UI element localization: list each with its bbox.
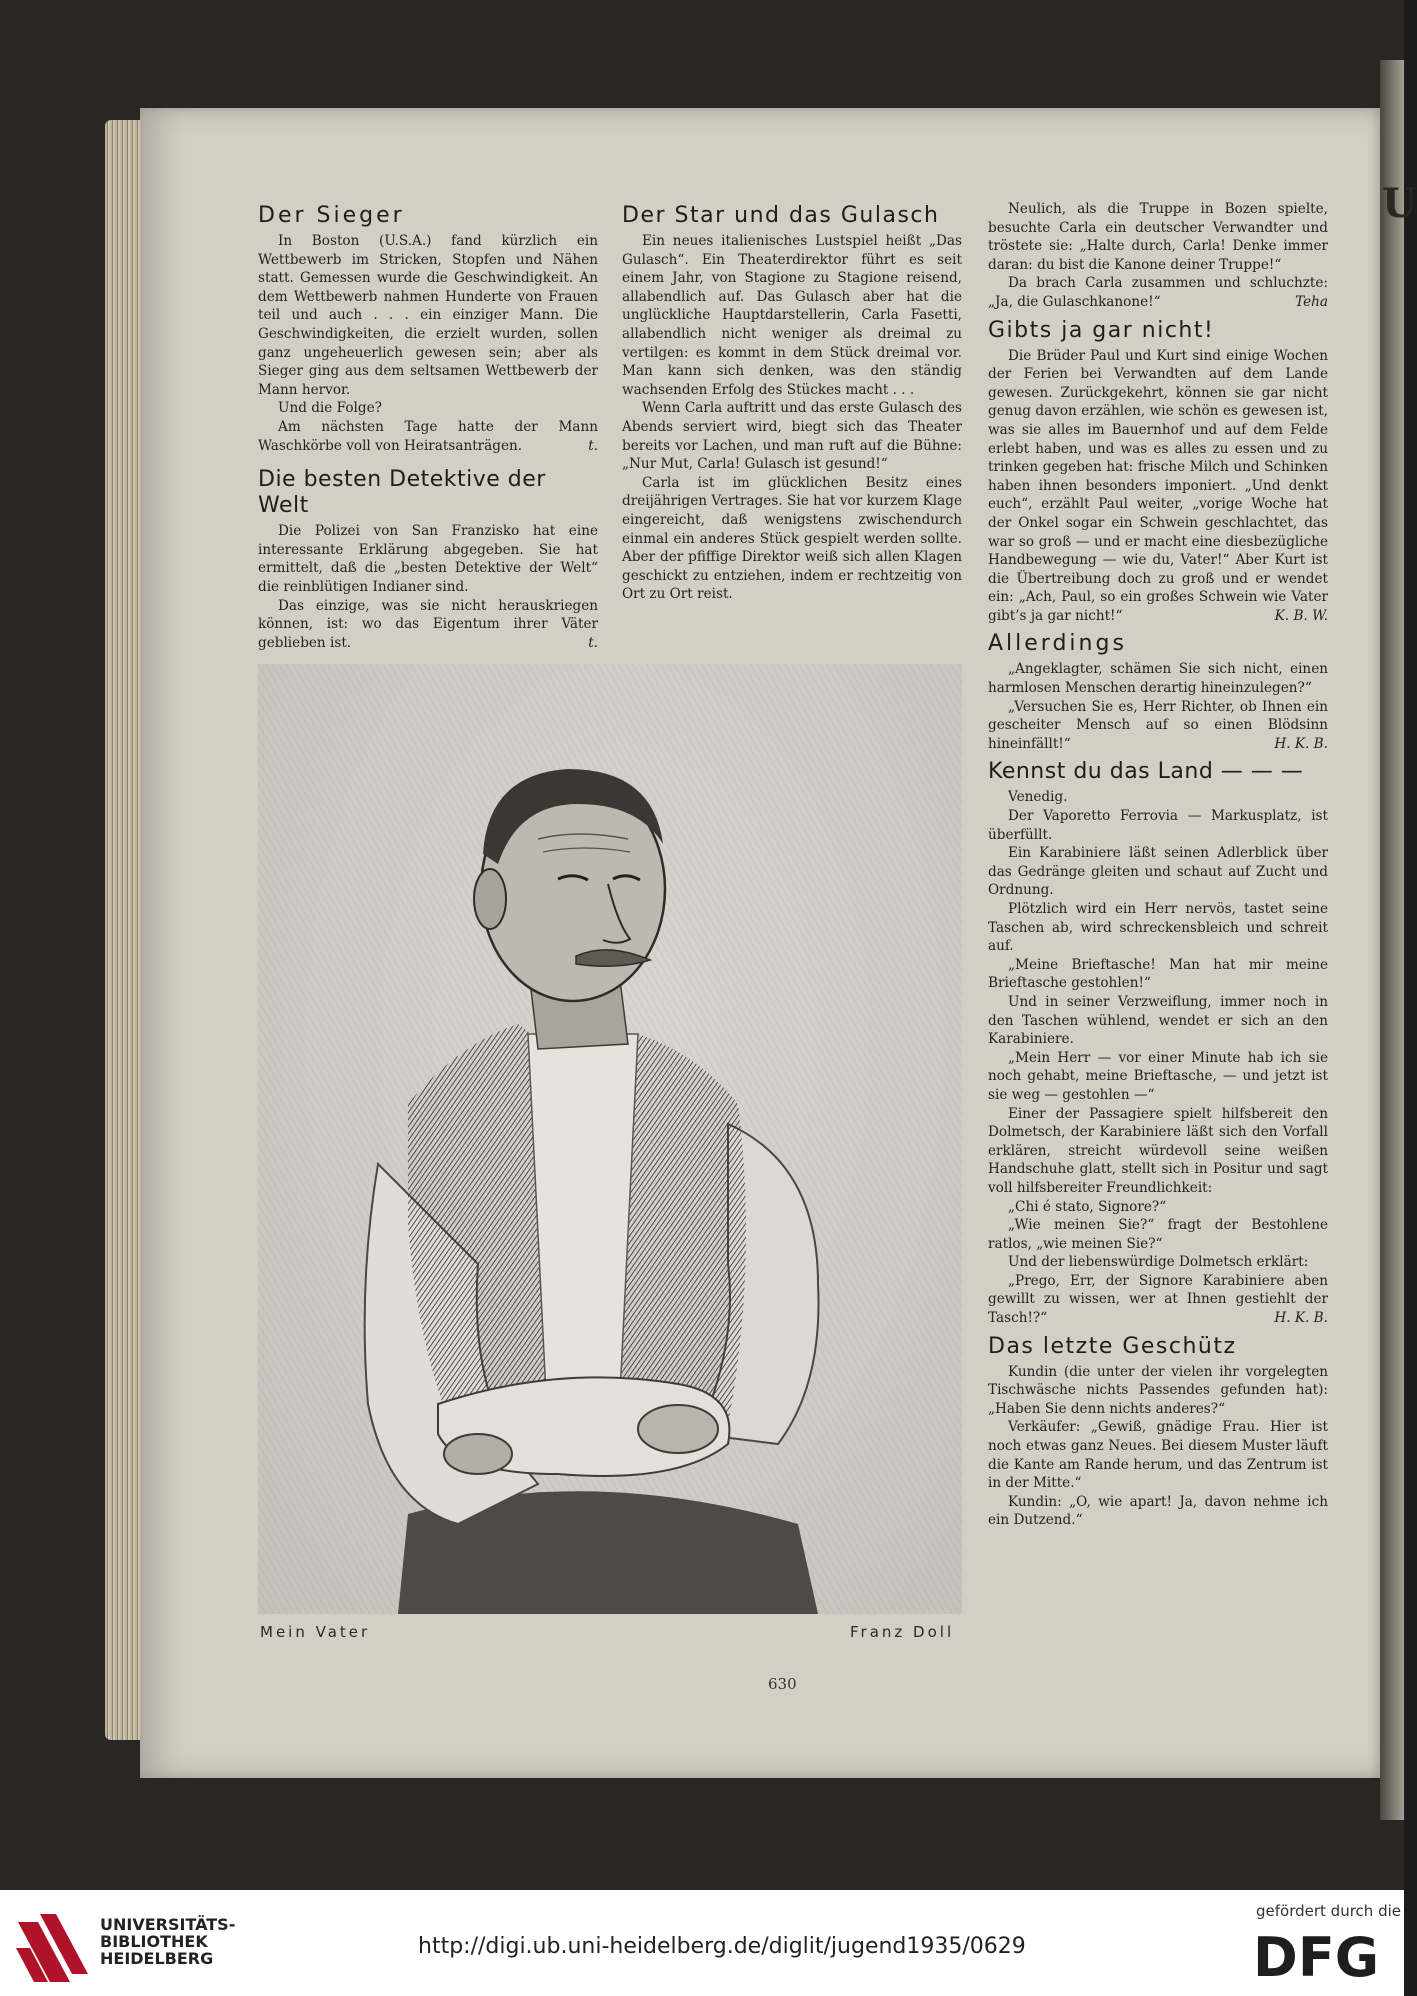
heading-letzte-geschuetz: Das letzte Geschütz: [988, 1333, 1237, 1359]
paragraph: Und in seiner Verzweiflung, immer noch in den Taschen wühlend, wendet er sich an den Karabiniere.: [988, 993, 1328, 1048]
paragraph: Die Polizei von San Franzisko hat eine interessante Erklärung abgegeben. Sie hat ermittelt, daß die „besten Detektive der Welt“ die reinblütigen Indianer sind.: [258, 523, 598, 595]
paragraph: Venedig.: [1008, 789, 1068, 806]
paragraph: „Wie meinen Sie?“ fragt der Bestohlene ratlos, „wie meinen Sie?“: [988, 1217, 1328, 1252]
paragraph-text: „Prego, Err, der Signore Karabiniere aben gewillt zu wissen, wer at Ihnen gestiehlt der Tasch!?“: [988, 1272, 1328, 1327]
heading-der-sieger: Der Sieger: [258, 203, 405, 228]
funding-note: gefördert durch die: [1256, 1902, 1401, 1920]
paragraph-text: Das einzige, was sie nicht herauskriegen können, ist: wo das Eigentum ihrer Väter geblieben ist.: [258, 597, 598, 651]
university-name-line: BIBLIOTHEK: [100, 1932, 208, 1951]
shirt-front: [528, 1034, 638, 1434]
author-signature: H. K. B.: [1274, 1310, 1328, 1327]
paragraph: [258, 597, 598, 653]
portrait-etching: [258, 664, 962, 1614]
paragraph: Wenn Carla auftritt und das erste Gulasch des Abends serviert wird, biegt sich das Theater bereits vor Lachen, und man ruft auf die Bühne: „Nur Mut, Carla! Gulasch ist gesund!“: [622, 400, 962, 473]
paragraph: Kundin: „O, wie apart! Ja, davon nehme ich ein Dutzend.“: [988, 1493, 1328, 1529]
paragraph: In Boston (U.S.A.) fand kürzlich ein Wettbewerb im Stricken, Stopfen und Nähen statt. Gemessen wurde die Geschwindigkeit. An dem Wettbewerb nahmen Hunderte von Frauen teil und auch . . . ein einziger Mann. Die Geschwindigkeiten, die erzielt wurden, sollen ganz ungeheuerlich gewesen sein; aber als Sieger ging aus dem seltsamen Wettbewerb der Mann hervor.: [258, 233, 598, 398]
column-right: [988, 200, 1328, 1530]
paragraph: Verkäufer: „Gewiß, gnädige Frau. Hier ist noch etwas ganz Neues. Bei diesem Muster läuft die Kante am Rande herum, und das Zentrum ist in der Mitte.“: [988, 1419, 1328, 1492]
paragraph: Der Vaporetto Ferrovia — Markusplatz, ist überfüllt.: [988, 808, 1328, 843]
paragraph: [988, 274, 1328, 311]
footer-bar: [0, 1890, 1404, 1996]
author-signature: H. K. B.: [1274, 735, 1328, 752]
caption-title: Mein Vater: [260, 1623, 371, 1641]
heading-gibts: Gibts ja gar nicht!: [988, 317, 1215, 343]
author-signature: Teha: [1295, 293, 1328, 310]
next-page-edge: [1380, 60, 1417, 1820]
paragraph: Neulich, als die Truppe in Bozen spielte, besuchte Carla ein deutscher Verwandter und tröstete sie: „Halte durch, Carla! Denke immer daran: du bist die Kanone deiner Truppe!“: [988, 201, 1328, 273]
university-logo-icon: [12, 1908, 92, 1988]
column-left: [258, 203, 598, 652]
portrait-illustration: [258, 664, 962, 1614]
university-name: [100, 1915, 236, 1968]
paragraph: „Chi é stato, Signore?“: [1008, 1198, 1167, 1215]
ear: [474, 869, 506, 929]
paragraph: „Angeklagter, schämen Sie sich nicht, einen harmlosen Menschen derartig hineinzulegen?“: [988, 661, 1328, 697]
dfg-logo-text: DFG: [1253, 1926, 1380, 1989]
paragraph-text: Am nächsten Tage hatte der Mann Waschkörbe voll von Heiratsanträgen.: [258, 418, 598, 454]
right-hand: [638, 1405, 718, 1453]
author-signature: t.: [588, 437, 598, 454]
paragraph-text: „Versuchen Sie es, Herr Richter, ob Ihnen ein gescheiter Mensch auf so einen Blödsinn hineinfällt!“: [988, 698, 1328, 752]
paragraph: [988, 1272, 1328, 1328]
paragraph: [988, 347, 1328, 626]
paragraph-text: Da brach Carla zusammen und schluchzte: „Ja, die Gulaschkanone!“: [988, 275, 1328, 310]
left-hand: [444, 1434, 512, 1474]
university-name-line: HEIDELBERG: [100, 1949, 214, 1968]
author-signature: t.: [588, 634, 598, 651]
paragraph: [988, 698, 1328, 754]
author-signature: K. B. W.: [1274, 607, 1328, 624]
paragraph: Einer der Passagiere spielt hilfsbereit den Dolmetsch, der Karabiniere läßt sich den Vorfall erklären, streicht würdevoll seine weißen Handschuhe glatt, stellt sich in Positur und sagt voll hilfsbereiter Freundlichkeit:: [988, 1105, 1328, 1196]
paragraph: Plötzlich wird ein Herr nervös, tastet seine Taschen ab, wird schreckensbleich und schreit auf.: [988, 901, 1328, 955]
page-number: 630: [768, 1675, 797, 1693]
paragraph: Ein neues italienisches Lustspiel heißt „Das Gulasch“. Ein Theaterdirektor führt es seit einem Jahr, von Stagione zu Stagione reisend, allabendlich auf. Das Gulasch aber hat die unglückliche Hauptdarstellerin, Carla Fasetti, allabendlich nicht weniger als dreimal zu vertilgen: es kommt in dem Stück dreimal vor. Man kann sich denken, was den ständig wachsenden Erfolg des Stückes macht . . .: [622, 233, 962, 398]
caption-artist: Franz Doll: [850, 1623, 955, 1641]
paragraph: Kundin (die unter der vielen ihr vorgelegten Tischwäsche nichts Passendes gefunden hat): „Haben Sie denn nichts anderes?“: [988, 1363, 1328, 1417]
book-page-edges: [105, 120, 145, 1740]
source-url[interactable]: http://digi.ub.uni-heidelberg.de/diglit/jugend1935/0629: [418, 1934, 1026, 1959]
heading-detektive: Die besten Detektive der Welt: [258, 467, 546, 519]
paragraph: Und die Folge?: [278, 400, 382, 417]
heading-star-gulasch: Der Star und das Gulasch: [622, 203, 940, 228]
paragraph: „Mein Herr — vor einer Minute hab ich sie noch gehabt, meine Brieftasche, — und jetzt ist sie weg — gestohlen —“: [988, 1049, 1328, 1103]
heading-kennst-du: Kennst du das Land — — —: [988, 759, 1304, 785]
heading-allerdings: Allerdings: [988, 631, 1127, 657]
paragraph-text: Die Brüder Paul und Kurt sind einige Wochen der Ferien bei Verwandten auf dem Lande gewesen. Zurückgekehrt, können sie gar nicht genug davon erzählen, wie schön es gewesen ist, was sie alles im Bauernhof und auf dem Felde erlebt haben, und was es alles zu essen und zu trinken gegeben hat: frische Milch und Schinken haben ihnen besonders imponiert. „Und denkt euch“, erzählt Paul weiter, „vorige Woche hat der Onkel sogar ein Schwein geschlachtet, das war so groß — und er macht eine diesbezügliche Handbewegung — wie du, Vater!“ Aber Kurt ist die Übertreibung doch zu groß und er wendet ein: „Ach, Paul, so ein großes Schwein wie Vater gibt’s ja gar nicht!“: [988, 347, 1328, 624]
university-name-line: UNIVERSITÄTS-: [100, 1915, 236, 1934]
dfg-logo-icon: [1253, 1926, 1391, 1989]
paragraph: Carla ist im glücklichen Besitz eines dreijährigen Vertrages. Sie hat vor kurzem Klage eingereicht, daß wenigstens zwischendurch einmal ein anderes Stück gespielt werden sollte. Aber der pfiffige Direktor weiß sich allen Klagen geschickt zu entziehen, indem er rechtzeitig von Ort zu Ort reist.: [622, 474, 962, 603]
next-page-letter: U: [1382, 180, 1417, 227]
paragraph: „Meine Brieftasche! Man hat mir meine Brieftasche gestohlen!“: [988, 956, 1328, 992]
paragraph: Ein Karabiniere läßt seinen Adlerblick über das Gedränge gleiten und schaut auf Zucht und Ordnung.: [988, 845, 1328, 899]
column-middle: [622, 203, 962, 604]
paragraph: [258, 418, 598, 455]
paragraph: Und der liebenswürdige Dolmetsch erklärt:: [1008, 1254, 1309, 1271]
